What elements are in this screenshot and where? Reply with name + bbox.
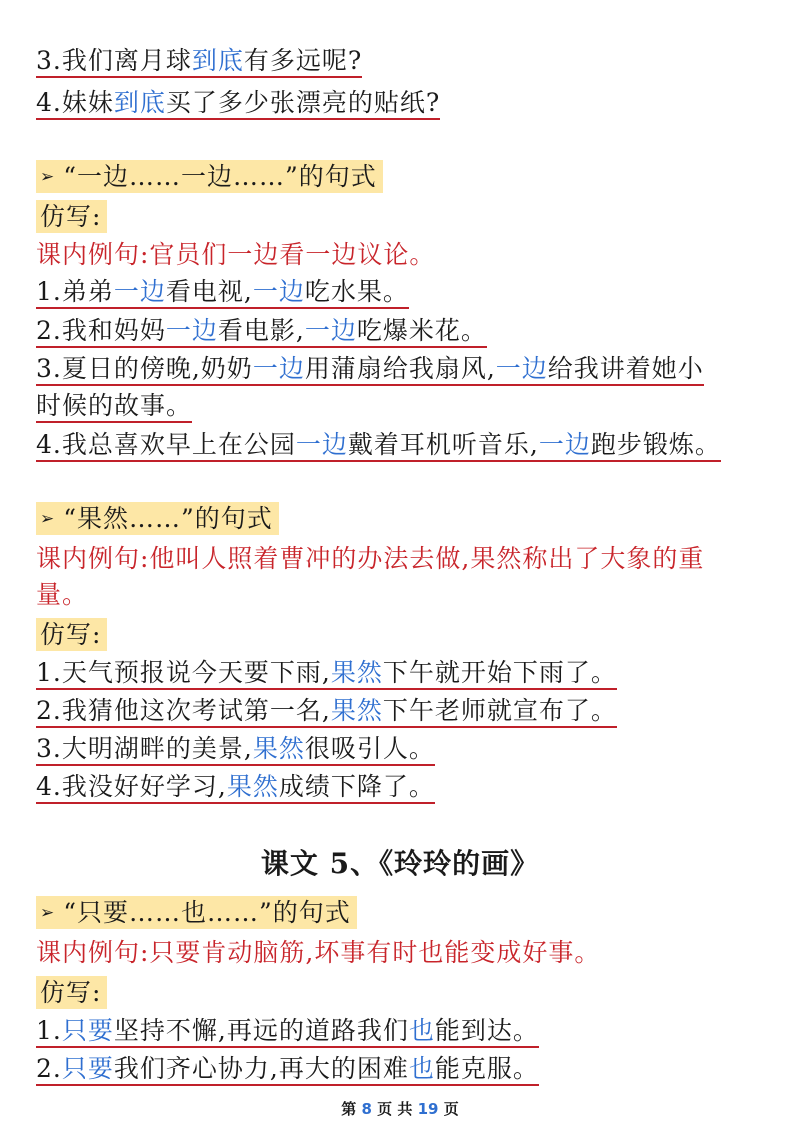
example-sentence: 课内例句:官员们一边看一边议论。 — [36, 240, 436, 269]
example-sentence-cont: 量。 — [36, 580, 89, 609]
arrow-bullet-icon: ➢ — [40, 167, 56, 187]
keyword: 到底 — [113, 88, 166, 117]
keyword: 到底 — [191, 46, 244, 75]
practice-label: 仿写: — [36, 200, 107, 234]
sentence-daodi-3: 3.我们离月球到底有多远呢? — [36, 44, 362, 78]
section-heading-guoran: ➢ “果然……”的句式 — [36, 502, 279, 536]
sentence-zhiyao-1: 1.只要坚持不懈,再远的道路我们也能到达。 — [36, 1014, 539, 1048]
practice-label: 仿写: — [36, 618, 107, 652]
example-sentence: 课内例句:只要肯动脑筋,坏事有时也能变成好事。 — [36, 938, 601, 967]
sentence-yibian-3-cont: 时候的故事。 — [36, 389, 192, 423]
sentence-zhiyao-2: 2.只要我们齐心协力,再大的困难也能克服。 — [36, 1052, 539, 1086]
arrow-bullet-icon: ➢ — [40, 509, 56, 529]
page-footer: 第 8 页 共 19 页 — [341, 1100, 459, 1118]
sentence-guoran-3: 3.大明湖畔的美景,果然很吸引人。 — [36, 732, 435, 766]
sentence-yibian-4: 4.我总喜欢早上在公园一边戴着耳机听音乐,一边跑步锻炼。 — [36, 428, 721, 462]
page-total: 19 — [417, 1100, 439, 1118]
sentence-guoran-2: 2.我猜他这次考试第一名,果然下午老师就宣布了。 — [36, 694, 617, 728]
sentence-yibian-2: 2.我和妈妈一边看电影,一边吃爆米花。 — [36, 314, 487, 348]
example-sentence: 课内例句:他叫人照着曹冲的办法去做,果然称出了大象的重 — [36, 544, 705, 573]
lesson-title: 课文 5、《玲玲的画》 — [260, 847, 540, 880]
section-heading-zhiyao: ➢ “只要……也……”的句式 — [36, 896, 357, 930]
sentence-guoran-4: 4.我没好好学习,果然成绩下降了。 — [36, 770, 435, 804]
sentence-yibian-1: 1.弟弟一边看电视,一边吃水果。 — [36, 275, 409, 309]
arrow-bullet-icon: ➢ — [40, 903, 56, 923]
page-number: 8 — [361, 1100, 372, 1118]
sentence-guoran-1: 1.天气预报说今天要下雨,果然下午就开始下雨了。 — [36, 656, 617, 690]
section-heading-yibian: ➢ “一边……一边……”的句式 — [36, 160, 383, 194]
sentence-yibian-3: 3.夏日的傍晚,奶奶一边用蒲扇给我扇风,一边给我讲着她小 — [36, 352, 704, 386]
practice-label: 仿写: — [36, 976, 107, 1010]
sentence-daodi-4: 4.妹妹到底买了多少张漂亮的贴纸? — [36, 86, 440, 120]
